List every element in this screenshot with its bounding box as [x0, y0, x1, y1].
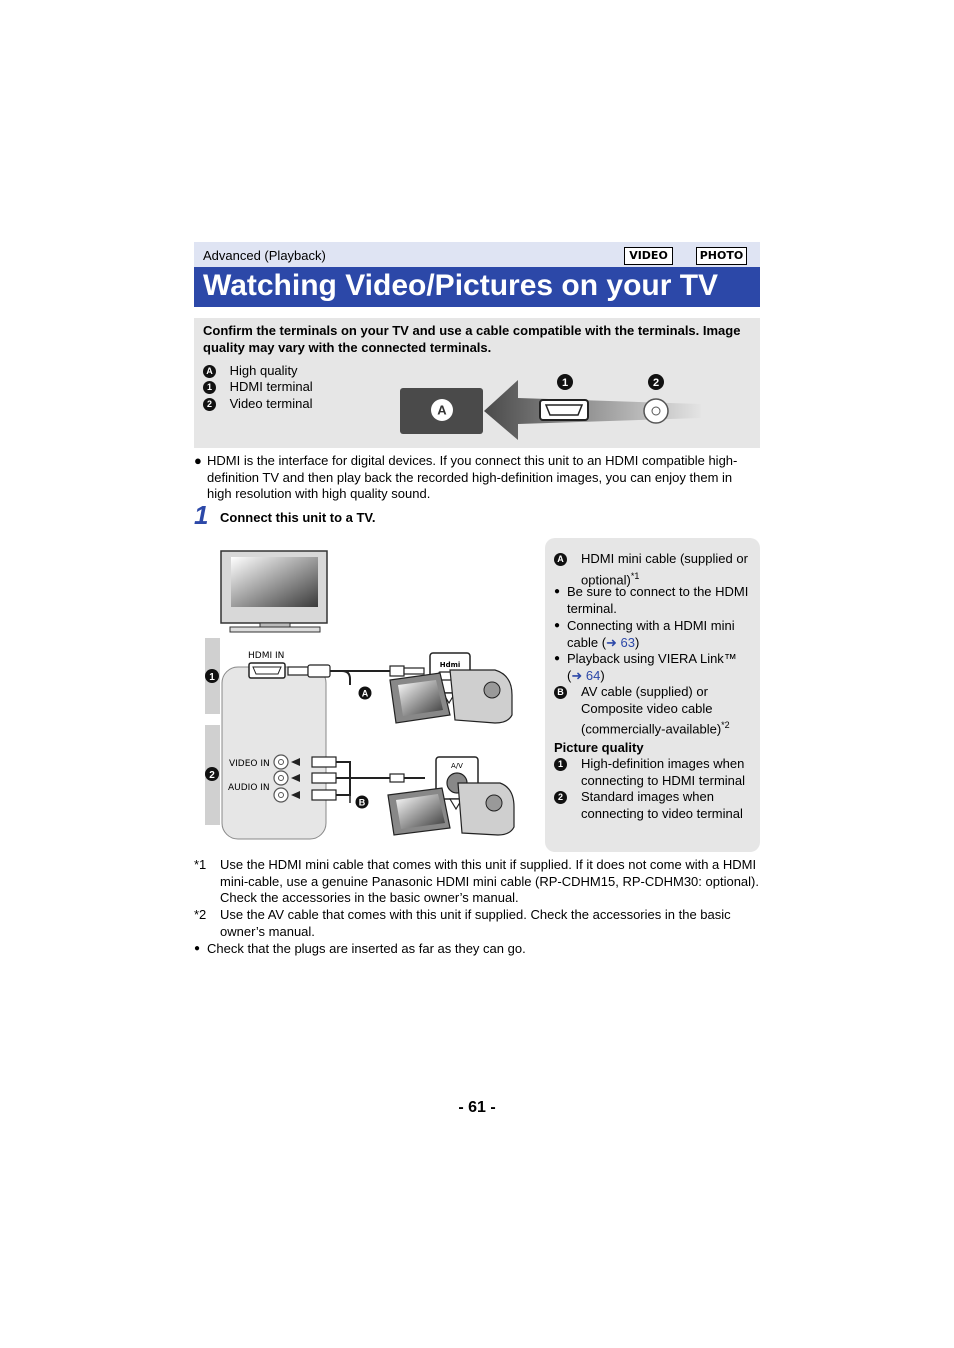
legend-label: Video terminal — [229, 396, 313, 411]
legend-label: HDMI terminal — [229, 379, 313, 394]
footnote-ref: *1 — [630, 570, 640, 581]
marker-1-icon: 1 — [554, 758, 567, 771]
section-label: Advanced (Playback) — [203, 248, 326, 263]
cable-a-description — [554, 551, 754, 588]
marker-b-icon: B — [554, 686, 567, 699]
bullet-text-end: ) — [635, 634, 640, 650]
page-63-link[interactable]: ➜ 63 — [606, 634, 635, 650]
connection-diagram — [200, 545, 525, 845]
svg-text:1: 1 — [561, 377, 569, 389]
marker-a-icon: A — [554, 553, 567, 566]
marker-a-icon: A — [203, 365, 216, 378]
svg-text:B: B — [358, 797, 366, 808]
hdmi-bullet: ● HDMI is the interface for digital devices. If you connect this unit to an HDMI compatible high-definition TV and then play back the recorded high-definition images, you can enjoy them in high resolution with high quality sound. — [194, 453, 760, 503]
bullet-text-end: ) — [600, 667, 605, 683]
quality-diagram — [398, 370, 708, 442]
video-in-label: VIDEO IN — [229, 759, 270, 769]
step-text: Connect this unit to a TV. — [220, 510, 376, 525]
cable-b-description — [554, 684, 754, 738]
bullet-hdmi-mini-cable: ● Connecting with a HDMI mini cable (➜ 63) — [554, 618, 735, 650]
intro-text: Confirm the terminals on your TV and use a cable compatible with the terminals. Image quality may vary with the connected terminals. — [203, 323, 741, 355]
video-tag: VIDEO — [624, 247, 673, 265]
bullet-text: Playback using VIERA Link™ ( — [567, 651, 737, 683]
hdmi-in-port-icon — [249, 663, 285, 678]
quality-item-video — [554, 789, 754, 822]
footnote-ref: *2 — [721, 720, 730, 730]
hdmi-port-icon — [540, 400, 588, 420]
marker-2-icon: 2 — [203, 398, 216, 411]
hdmi-logo: Hdmi — [439, 661, 461, 669]
quality-text: High-definition images when connecting to HDMI terminal — [581, 756, 746, 788]
svg-text:A: A — [361, 688, 369, 699]
svg-text:A: A — [437, 402, 447, 418]
footnote-text: Use the AV cable that comes with this unit if supplied. Check the accessories in the basic owner’s manual. — [220, 907, 731, 939]
footnote-text: Use the HDMI mini cable that comes with this unit if supplied. If it does not come with a HDMI mini-cable, use a genuine Panasonic HDMI mini cable (RP-CDHM15, RP-CDHM30: optional). Check the accessories in the basic owner’s manual. — [220, 857, 759, 905]
composite-ports-icon — [274, 755, 288, 802]
svg-text:2: 2 — [209, 770, 215, 781]
cable-b-text: AV cable (supplied) or Composite video cable (commercially-available) — [581, 684, 722, 737]
legend-item-high-quality — [203, 363, 298, 379]
page-title: Watching Video/Pictures on your TV — [203, 269, 719, 302]
page-64-link[interactable]: ➜ 64 — [571, 667, 601, 683]
step-number: 1 — [194, 500, 209, 530]
hdmi-in-label: HDMI IN — [248, 651, 285, 661]
footnote-1 — [194, 857, 760, 907]
svg-text:1: 1 — [209, 672, 215, 683]
marker-2-icon: 2 — [554, 791, 567, 804]
legend-item-hdmi-terminal — [203, 379, 313, 395]
footnote-mark: *2 — [194, 907, 207, 922]
video-port-icon — [644, 399, 668, 423]
camcorder-av-illustration — [388, 757, 514, 835]
bullet-text: Be sure to connect to the HDMI terminal. — [567, 584, 749, 616]
cable-a-text: HDMI mini cable (supplied or optional) — [581, 551, 748, 587]
svg-text:2: 2 — [652, 377, 660, 389]
plugs-bullet-text: Check that the plugs are inserted as far as they can go. — [207, 941, 526, 956]
quality-text: Standard images when connecting to video terminal — [581, 789, 743, 821]
bullet-viera-link: ● Playback using VIERA Link™ (➜ 64) — [554, 651, 737, 683]
audio-in-label: AUDIO IN — [228, 783, 270, 793]
legend-label: High quality — [229, 363, 298, 378]
quality-item-hdmi — [554, 756, 754, 789]
footnote-2 — [194, 907, 760, 940]
page-number: - 61 - — [458, 1099, 496, 1116]
bullet-hdmi-terminal: ● Be sure to connect to the HDMI terminal. — [554, 584, 754, 617]
hdmi-bullet-text: HDMI is the interface for digital devices. If you connect this unit to an HDMI compatible high-definition TV and then play back the recorded high-definition images, you can enjoy them in high resolution with high quality sound. — [207, 453, 738, 501]
plugs-bullet: ● Check that the plugs are inserted as far as they can go. — [194, 941, 760, 958]
bullet-text: Connecting with a HDMI mini cable ( — [567, 618, 735, 650]
marker-1-icon: 1 — [203, 381, 216, 394]
legend-item-video-terminal — [203, 396, 313, 412]
camcorder-hdmi-illustration — [390, 653, 512, 723]
av-label: A/V — [451, 762, 463, 770]
footnote-mark: *1 — [194, 857, 207, 872]
picture-quality-heading: Picture quality — [554, 740, 644, 755]
photo-tag: PHOTO — [696, 247, 747, 265]
